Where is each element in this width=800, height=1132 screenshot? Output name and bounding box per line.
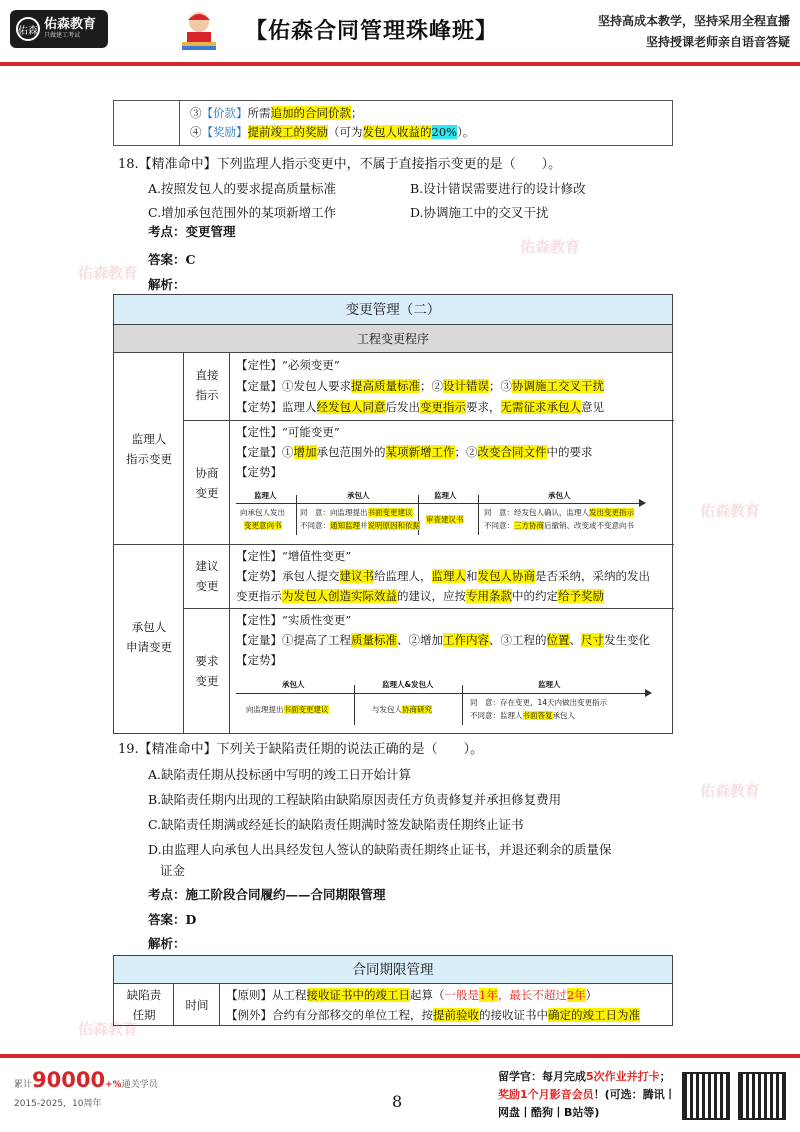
option-b: B.设计错误需要进行的设计修改 [410, 181, 586, 196]
table-subtitle: 工程变更程序 [114, 325, 672, 353]
page-footer [0, 1054, 800, 1132]
arrow-icon [639, 499, 646, 507]
table-line: ③【价款】所需追加的合同价款； [190, 106, 363, 120]
logo-mark: 佑森 [16, 17, 40, 41]
mascot-icon [178, 8, 220, 52]
page-number: 8 [392, 1092, 403, 1111]
watermark: 佑森教育 [78, 1020, 139, 1038]
content-line: 【定势】监理人经发包人同意后发出变更指示要求，无需征求承包人意见 [236, 400, 604, 414]
document-title: 【佑森合同管理珠峰班】 [245, 19, 499, 44]
student-count: 90000 [32, 1068, 106, 1092]
stats-block: 累计90000+%通关学员 2015-2025，10周年 [14, 1068, 158, 1109]
option-c: C.缺陷责任期满或经延长的缺陷责任期满时签发缺陷责任期终止证书 [148, 817, 524, 832]
exam-point: 考点：变更管理 [148, 224, 236, 239]
header-divider [0, 62, 800, 66]
content-line: 【定量】①发包人要求提高质量标准；②设计错误；③协调施工交叉干扰 [236, 379, 604, 393]
option-d: D.协调施工中的交叉干扰 [410, 205, 549, 220]
flow-divider [478, 495, 479, 535]
flow-header: 监理人 [538, 680, 561, 689]
content-line: 【原则】从工程接收证书中的竣工日起算（一般是1年，最长不超过2年） [226, 988, 598, 1002]
watermark: 佑森教育 [700, 782, 761, 800]
content-line: 【定性】“可能变更” [236, 425, 340, 439]
table-title: 变更管理（二） [114, 295, 672, 325]
option-a: A.缺陷责任期从投标函中写明的竣工日开始计算 [148, 767, 412, 782]
years-label: 2015-2025，10周年 [14, 1099, 102, 1109]
question-19-stem: 19.【精准命中】下列关于缺陷责任期的说法正确的是（ ）。 [118, 742, 484, 757]
option-b: B.缺陷责任期内出现的工程缺陷由缺陷原因责任方负责修复并承担修复费用 [148, 792, 562, 807]
defect-period-label: 缺陷责 任期 [126, 988, 162, 1022]
content-line: 【定性】“增值性变更” [236, 549, 352, 563]
qr-code-icon [738, 1072, 786, 1120]
flow-header: 承包人 [548, 491, 571, 500]
header-slogan-1: 坚持高成本教学，坚持采用全程直播 [597, 14, 790, 28]
group-supervisor-change: 监理人 指示变更 [126, 432, 172, 466]
group-contractor-change: 承包人 申请变更 [126, 620, 172, 654]
option-c: C.增加承包范围外的某项新增工作 [148, 205, 337, 220]
analysis-label: 解析： [148, 277, 186, 292]
footer-divider [0, 1054, 800, 1058]
table-cell [114, 101, 180, 145]
header-slogan-2: 坚持授课老师亲自语音答疑 [645, 35, 790, 49]
flow-step: 变更意向书 [244, 521, 282, 530]
row-suggested: 建议 变更 [195, 559, 219, 593]
flow-step: 不同意：通知监理并说明原因和依据 [300, 521, 420, 530]
content-line: 【定性】“实质性变更” [236, 613, 352, 627]
flow-header: 承包人 [347, 491, 370, 500]
content-line: 变更指示为发包人创造实际效益的建议，应按专用条款中的约定给予奖励 [236, 589, 604, 603]
flow-step: 与发包人协商研究 [372, 705, 432, 714]
flow-step: 向监理提出书面变更建议 [246, 705, 329, 714]
content-line: 【定性】“必须变更” [236, 358, 340, 372]
option-d-cont: 证金 [160, 863, 186, 878]
content-line: 【定量】①增加承包范围外的某项新增工作；②改变合同文件中的要求 [236, 445, 593, 459]
contract-period-table [113, 955, 673, 1026]
content-line: 【定势】 [236, 653, 282, 667]
content-line: 【定势】承包人提交建议书给监理人，监理人和发包人协商是否采纳，采纳的发出 [236, 569, 650, 583]
content-line: 【定量】①提高了工程质量标准、②增加工作内容、③工程的位置、尺寸发生变化 [236, 633, 650, 647]
exam-point: 考点：施工阶段合同履约——合同期限管理 [148, 887, 386, 902]
qr-code-icon [682, 1072, 730, 1120]
content-line: 【例外】合约有分部移交的单位工程，按提前验收的接收证书中确定的竣工日为准 [226, 1008, 640, 1022]
flow-header: 承包人 [282, 680, 305, 689]
watermark: 佑森教育 [520, 238, 581, 256]
answer: 答案：D [148, 912, 197, 927]
logo-subtext: 只做建工考试 [44, 32, 81, 39]
arrow-icon [645, 689, 652, 697]
flow-step: 不同意：监理人书面答复承包人 [470, 711, 575, 720]
analysis-label: 解析： [148, 936, 186, 951]
flow-step: 同 意：存在变更，14天内做出变更指示 [470, 698, 608, 707]
row-negotiated: 协商 变更 [195, 466, 219, 500]
table-line: ④【奖励】提前竣工的奖励（可为发包人收益的20%）。 [190, 125, 475, 139]
logo-text: 佑森教育 [44, 17, 97, 32]
watermark: 佑森教育 [78, 264, 139, 282]
flow-divider [354, 685, 355, 725]
flow-header: 监理人 [434, 491, 457, 500]
option-a: A.按照发包人的要求提高质量标准 [148, 181, 337, 196]
flow-axis [236, 693, 646, 694]
question-18-stem: 18.【精准命中】下列监理人指示变更中，不属于直接指示变更的是（ ）。 [118, 157, 562, 172]
option-d: D.由监理人向承包人出具经发包人签认的缺陷责任期终止证书，并退还剩余的质量保 [148, 842, 612, 857]
flow-step: 同 意：经发包人确认，监理人发出变更指示 [484, 508, 634, 517]
row-required: 要求 变更 [195, 654, 219, 688]
flow-step: 向承包人发出 [240, 508, 285, 517]
time-label: 时间 [185, 998, 209, 1012]
promo-text: 留学官：每月完成5次作业并打卡； 奖励1个月影音会员！(可选：腾讯丨 网盘丨酷狗丨B站等) [498, 1070, 676, 1119]
flow-divider [296, 495, 297, 535]
flow-step: 审查建议书 [426, 515, 464, 524]
content-line: 【定势】 [236, 465, 282, 479]
flow-divider [462, 685, 463, 725]
prior-table-fragment [113, 100, 673, 146]
flow-header: 监理人 [254, 491, 277, 500]
brand-logo [10, 10, 108, 48]
flow-step: 同 意：向监理提出书面变更建议 [300, 508, 413, 517]
flow-step: 不同意：三方协商后撤销、改变或不变意向书 [484, 521, 634, 530]
table-title: 合同期限管理 [114, 956, 672, 984]
row-direct: 直接 指示 [195, 368, 219, 402]
page-header [0, 0, 800, 62]
change-management-table [113, 294, 673, 734]
flow-header: 监理人&发包人 [382, 680, 434, 689]
watermark: 佑森教育 [700, 502, 761, 520]
answer: 答案：C [148, 252, 196, 267]
